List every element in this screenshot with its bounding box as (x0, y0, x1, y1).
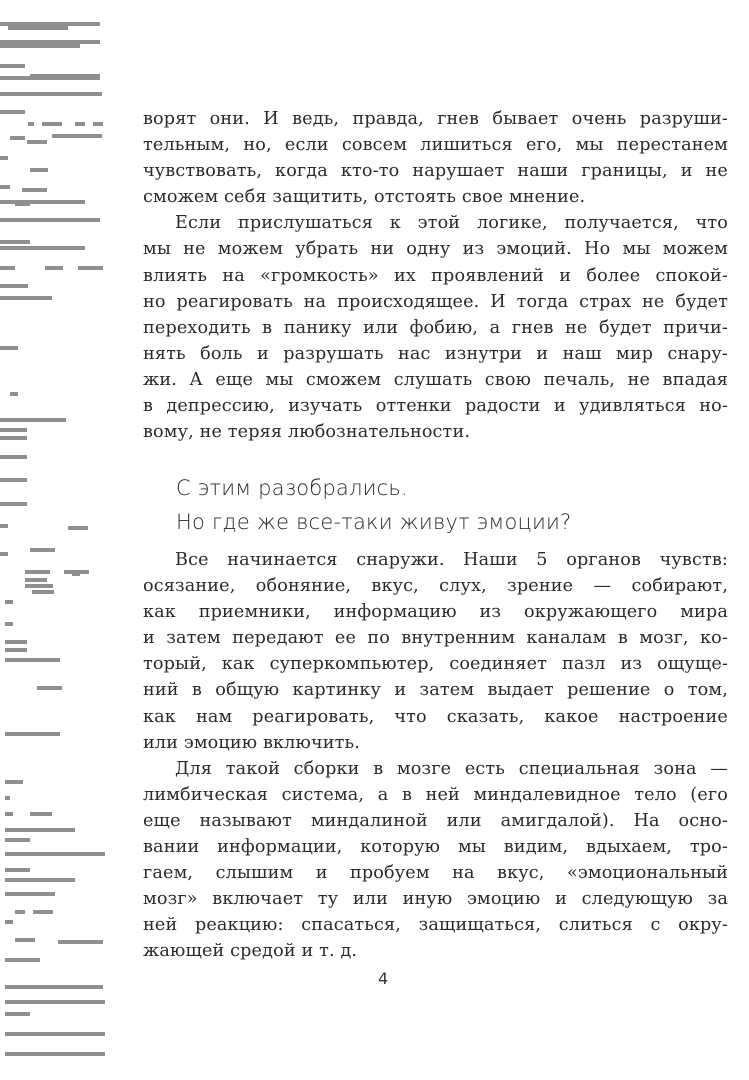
scan-artifact-bar (0, 524, 8, 528)
scan-artifact-bar (5, 780, 23, 784)
scan-artifact-bar (0, 156, 8, 160)
scan-artifact-bar (22, 188, 47, 192)
text-line: как приемники, информацию из окружающего мира (143, 602, 728, 623)
scan-artifact-bar (0, 502, 27, 506)
text-line: Для такой сборки в мозге есть специальная зона — (175, 758, 728, 779)
scan-artifact-bar (5, 640, 27, 644)
scan-artifact-bar (5, 838, 30, 842)
scan-artifact-bar (15, 202, 30, 206)
scan-artifact-bar (0, 418, 66, 422)
scan-artifact-bar (5, 1052, 105, 1056)
scan-artifact-bar (5, 892, 55, 896)
scan-artifact-bar (93, 122, 103, 126)
scan-artifact-bar (42, 122, 62, 126)
scan-artifact-bar (0, 552, 8, 556)
scan-artifact-bar (5, 796, 10, 800)
text-line: сможем себя защитить, отстоять свое мнение. (143, 187, 586, 208)
scan-artifact-bar (5, 1032, 105, 1036)
scan-artifact-bar (52, 134, 102, 138)
text-line: еще называют миндалиной или амигдалой). На осно- (143, 810, 728, 831)
paragraph (143, 547, 728, 756)
scan-artifact-bar (8, 26, 68, 30)
scan-artifact-bar (5, 812, 13, 816)
paragraph (143, 210, 728, 445)
scan-artifact-bar (30, 548, 55, 552)
scan-artifact-bar (0, 64, 25, 68)
scan-artifact-bar (15, 938, 35, 942)
text-line: мозг» включает ту или иную эмоцию и следующую за (143, 889, 728, 910)
scan-artifact-bar (28, 122, 34, 126)
scan-artifact-bar (5, 1012, 30, 1016)
text-line: гаем, слышим и пробуем на вкус, «эмоциональный (143, 863, 728, 884)
scan-artifact-bar (0, 240, 30, 244)
scan-artifact-margin (0, 0, 110, 1080)
scan-artifact-bar (25, 578, 47, 582)
scan-artifact-bar (25, 570, 50, 574)
heading-line-1: С этим разобрались. (176, 476, 408, 500)
scan-artifact-bar (0, 246, 85, 250)
text-line: но реагировать на происходящее. И тогда страх не будет (143, 291, 728, 312)
text-line: как нам реагировать, что сказать, какое настроение (143, 706, 728, 727)
text-line: чувствовать, когда кто-то нарушает наши границы, и не (143, 161, 728, 182)
scan-artifact-bar (0, 110, 25, 114)
page-number: 4 (378, 969, 389, 988)
text-line: осязание, обоняние, вкус, слух, зрение — собирают, (143, 576, 728, 597)
body-text-section-2 (143, 547, 728, 965)
scan-artifact-bar (15, 218, 100, 222)
scan-artifact-bar (58, 940, 103, 944)
text-line: вому, не теряя любознательности. (143, 422, 471, 443)
scan-artifact-bar (5, 878, 75, 882)
paragraph (143, 756, 728, 965)
scan-artifact-bar (15, 910, 25, 914)
scan-artifact-bar (75, 122, 85, 126)
scan-artifact-bar (30, 958, 40, 962)
scan-artifact-bar (30, 812, 52, 816)
text-line: и затем передают ее по внутренним каналам в мозг, ко- (143, 628, 728, 649)
scan-artifact-bar (33, 910, 53, 914)
text-line: в депрессию, изучать оттенки радости и удивляться но- (143, 396, 728, 417)
text-line: жающей средой и т. д. (143, 941, 358, 962)
scan-artifact-bar (5, 600, 13, 604)
scan-artifact-bar (5, 852, 105, 856)
scan-artifact-bar (5, 868, 30, 872)
text-line: переходить в панику или фобию, а гнев не будет причи- (143, 317, 728, 338)
text-line: тельным, но, если совсем лишиться его, мы перестанем (143, 135, 728, 156)
scan-artifact-bar (64, 570, 89, 574)
text-line: лимбическая система, а в ней миндалевидное тело (его (143, 784, 728, 805)
scan-artifact-bar (45, 985, 103, 989)
scan-artifact-bar (25, 584, 53, 588)
scan-artifact-bar (0, 296, 52, 300)
text-line: Если прислушаться к этой логике, получается, что (175, 213, 728, 234)
scan-artifact-bar (5, 920, 13, 924)
scan-artifact-bar (0, 478, 27, 482)
text-line: мы не можем убрать ни одну из эмоций. Но мы можем (143, 239, 728, 260)
text-line: ворят они. И ведь, правда, гнев бывает очень разруши- (143, 109, 728, 129)
scan-artifact-bar (5, 622, 13, 626)
scan-artifact-bar (10, 136, 25, 140)
scan-artifact-bar (5, 1000, 105, 1004)
scan-artifact-bar (0, 346, 18, 350)
scan-artifact-bar (37, 686, 62, 690)
text-line: жи. А еще мы сможем слушать свою печаль, не впадая (143, 369, 728, 390)
scan-artifact-bar (32, 590, 54, 594)
scan-artifact-bar (30, 168, 48, 172)
text-line: влиять на «громкость» их проявлений и более спокой- (143, 265, 728, 286)
scan-artifact-bar (0, 284, 28, 288)
scan-artifact-bar (10, 392, 18, 396)
scan-artifact-bar (5, 648, 27, 652)
paragraph (143, 106, 728, 210)
scan-artifact-bar (0, 266, 15, 270)
scan-artifact-bar (0, 185, 10, 189)
text-line: или эмоцию включить. (143, 732, 360, 753)
scan-artifact-bar (27, 140, 47, 144)
scan-artifact-bar (5, 958, 30, 962)
text-line: нять боль и разрушать нас изнутри и наш мир снару- (143, 343, 728, 364)
scan-artifact-bar (78, 266, 103, 270)
scan-artifact-bar (5, 658, 60, 662)
scan-artifact-bar (5, 732, 60, 736)
scan-artifact-bar (5, 985, 45, 989)
text-line: торый, как суперкомпьютер, соединяет пазл из ощуще- (143, 654, 728, 675)
scan-artifact-bar (30, 74, 100, 78)
scan-artifact-bar (42, 92, 102, 96)
scan-artifact-bar (0, 44, 80, 48)
scan-artifact-bar (0, 436, 27, 440)
scan-artifact-bar (0, 428, 27, 432)
scan-artifact-bar (68, 526, 88, 530)
scan-artifact-bar (0, 455, 27, 459)
scan-artifact-bar (0, 200, 85, 204)
text-line: ний в общую картинку и затем выдает решение о том, (143, 680, 728, 701)
heading-line-2: Но где же все-таки живут эмоции? (176, 510, 572, 534)
scan-artifact-bar (45, 266, 63, 270)
section-heading (176, 471, 571, 539)
text-line: Все начинается снаружи. Наши 5 органов чувств: (175, 550, 728, 570)
scan-artifact-bar (5, 828, 75, 832)
text-line: ней реакцию: спасаться, защищаться, слиться с окру- (143, 915, 728, 936)
text-line: вании информации, которую мы видим, вдыхаем, тро- (143, 837, 728, 858)
body-text-section-1 (143, 106, 728, 445)
